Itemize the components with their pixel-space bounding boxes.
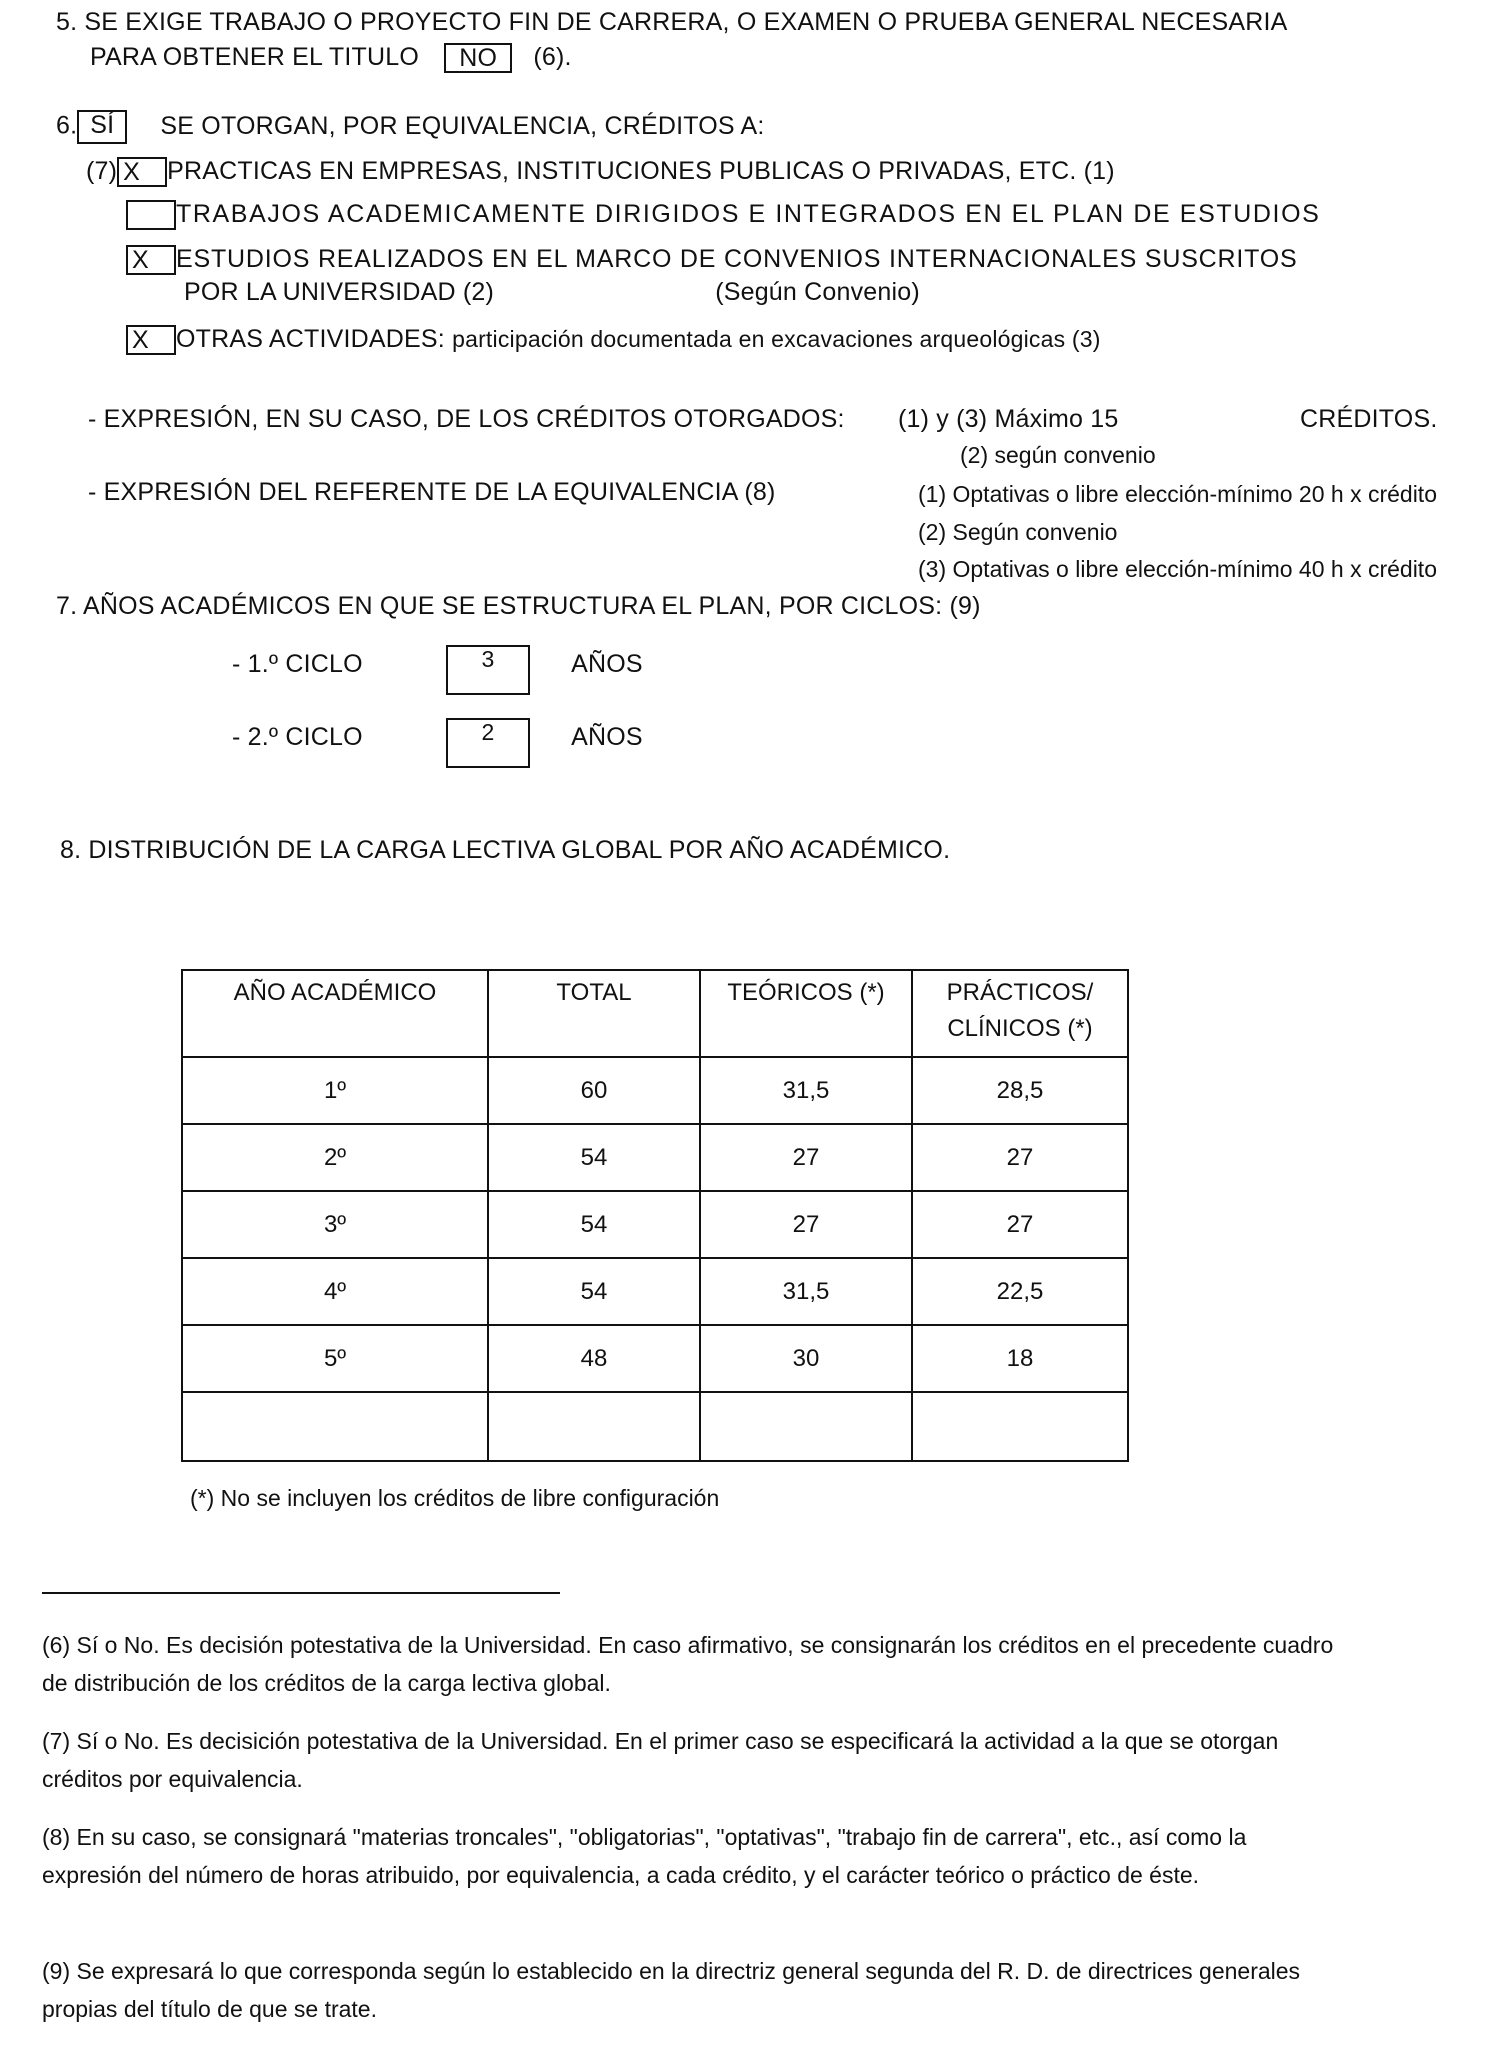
header-practicos-line-2: CLÍNICOS (*) (947, 1015, 1093, 1042)
cell-total: 60 (488, 1057, 700, 1124)
cell-ano: 5º (182, 1325, 488, 1392)
ciclo-2-unit: AÑOS (571, 723, 643, 751)
cell-ano (182, 1392, 488, 1461)
creditos-value: (1) y (3) Máximo 15 (898, 405, 1119, 433)
header-practicos (912, 970, 1128, 1057)
section-5-line-1: 5. SE EXIGE TRABAJO O PROYECTO FIN DE CARRERA, O EXAMEN O PRUEBA GENERAL NECESARIA (56, 8, 1288, 36)
table-row-empty (182, 1392, 1128, 1461)
table-row (182, 1124, 1128, 1191)
carga-lectiva-table (181, 969, 1129, 1462)
cell-ano: 4º (182, 1258, 488, 1325)
item-estudios-text: ESTUDIOS REALIZADOS EN EL MARCO DE CONVENIOS INTERNACIONALES SUSCRITOS (176, 245, 1298, 273)
cell-teoricos: 31,5 (700, 1057, 912, 1124)
referente-3: (3) Optativas o libre elección-mínimo 40 h x crédito (918, 556, 1437, 582)
item-estudios-text-2: POR LA UNIVERSIDAD (2) (184, 278, 495, 306)
section-5-answer-box: NO (444, 43, 512, 73)
footnote-8: (8) En su caso, se consignará "materias troncales", "obligatorias", "optativas", "trabajo fin de carrera", etc., así como la expresión del número de horas atribuido, por equivalencia, a cada crédito, y el carácter teórico o práctico de éste. (42, 1824, 1247, 1888)
cell-teoricos: 27 (700, 1124, 912, 1191)
table-note: (*) No se incluyen los créditos de libre configuración (190, 1485, 720, 1511)
ciclo-2-value-box: 2 (446, 718, 530, 768)
section-6-number: 6. (56, 111, 78, 140)
referente-1: (1) Optativas o libre elección-mínimo 20 h x crédito (918, 481, 1437, 507)
table-row (182, 1325, 1128, 1392)
header-total: TOTAL (488, 970, 700, 1057)
cell-total (488, 1392, 700, 1461)
creditos-unit: CRÉDITOS. (1300, 405, 1438, 433)
referente-2: (2) Según convenio (918, 519, 1118, 545)
cell-total: 54 (488, 1258, 700, 1325)
cell-total: 54 (488, 1191, 700, 1258)
cell-practicos: 18 (912, 1325, 1128, 1392)
checkbox-otras: X (126, 325, 176, 355)
creditos-label: - EXPRESIÓN, EN SU CASO, DE LOS CRÉDITOS OTORGADOS: (88, 405, 845, 433)
section-6-ref7: (7) (86, 157, 118, 185)
ciclo-1-value-box: 3 (446, 645, 530, 695)
section-5-text: PARA OBTENER EL TITULO (90, 43, 420, 71)
item-otras-text: OTRAS ACTIVIDADES: (176, 325, 445, 353)
ciclo-1-row (232, 646, 643, 695)
item-trabajos-text: TRABAJOS ACADEMICAMENTE DIRIGIDOS E INTEGRADOS EN EL PLAN DE ESTUDIOS (176, 200, 1321, 228)
creditos-value-2: (2) según convenio (960, 442, 1156, 468)
footnote-6: (6) Sí o No. Es decisión potestativa de la Universidad. En caso afirmativo, se consignarán los créditos en el precedente cuadro de distribución de los créditos de la carga lectiva global. (42, 1632, 1334, 1696)
section-7-heading: 7. AÑOS ACADÉMICOS EN QUE SE ESTRUCTURA EL PLAN, POR CICLOS: (9) (56, 592, 981, 620)
section-6-item-otras (126, 325, 1101, 355)
section-6-answer-box: SÍ (77, 110, 127, 144)
cell-teoricos (700, 1392, 912, 1461)
footnote-divider (42, 1592, 560, 1594)
item-practicas-text: PRACTICAS EN EMPRESAS, INSTITUCIONES PUBLICAS O PRIVADAS, ETC. (1) (167, 157, 1115, 185)
checkbox-trabajos (126, 200, 176, 230)
cell-total: 48 (488, 1325, 700, 1392)
section-6-item-estudios (126, 245, 1297, 275)
ciclo-2-label: - 2.º CICLO (232, 723, 363, 751)
section-6-title: SE OTORGAN, POR EQUIVALENCIA, CRÉDITOS A: (160, 111, 765, 140)
footnote-7: (7) Sí o No. Es decisición potestativa de la Universidad. En el primer caso se especificará la actividad a la que se otorgan créditos por equivalencia. (42, 1728, 1279, 1792)
ciclo-1-label: - 1.º CICLO (232, 650, 363, 678)
section-5-line-2 (90, 43, 572, 73)
cell-practicos: 27 (912, 1191, 1128, 1258)
item-estudios-line-2 (184, 278, 920, 307)
cell-practicos: 27 (912, 1124, 1128, 1191)
footnote-9: (9) Se expresará lo que corresponda según lo establecido en la directriz general segunda del R. D. de directrices generales propias del título de que se trate. (42, 1958, 1301, 2022)
cell-teoricos: 31,5 (700, 1258, 912, 1325)
section-6-item-trabajos (126, 200, 1320, 230)
item-otras-extra: participación documentada en excavaciones arqueológicas (3) (452, 326, 1101, 352)
cell-practicos: 28,5 (912, 1057, 1128, 1124)
section-6-item-practicas (86, 157, 1115, 187)
header-ano: AÑO ACADÉMICO (182, 970, 488, 1057)
table-row (182, 1191, 1128, 1258)
cell-ano: 2º (182, 1124, 488, 1191)
cell-ano: 1º (182, 1057, 488, 1124)
referente-label: - EXPRESIÓN DEL REFERENTE DE LA EQUIVALENCIA (8) (88, 478, 776, 506)
table-row (182, 1258, 1128, 1325)
ciclo-1-unit: AÑOS (571, 650, 643, 678)
checkbox-practicas: X (117, 157, 167, 187)
cell-ano: 3º (182, 1191, 488, 1258)
header-teoricos: TEÓRICOS (*) (700, 970, 912, 1057)
cell-teoricos: 30 (700, 1325, 912, 1392)
section-8-heading: 8. DISTRIBUCIÓN DE LA CARGA LECTIVA GLOBAL POR AÑO ACADÉMICO. (60, 836, 951, 864)
cell-total: 54 (488, 1124, 700, 1191)
section-6-heading (56, 110, 765, 144)
table-row (182, 1057, 1128, 1124)
checkbox-estudios: X (126, 245, 176, 275)
ciclo-2-row (232, 719, 643, 768)
cell-practicos: 22,5 (912, 1258, 1128, 1325)
cell-teoricos: 27 (700, 1191, 912, 1258)
header-practicos-line-1: PRÁCTICOS/ (946, 979, 1094, 1006)
cell-practicos (912, 1392, 1128, 1461)
table-header-row (182, 970, 1128, 1057)
section-5-note: (6). (533, 43, 572, 71)
item-estudios-extra: (Según Convenio) (715, 278, 920, 306)
